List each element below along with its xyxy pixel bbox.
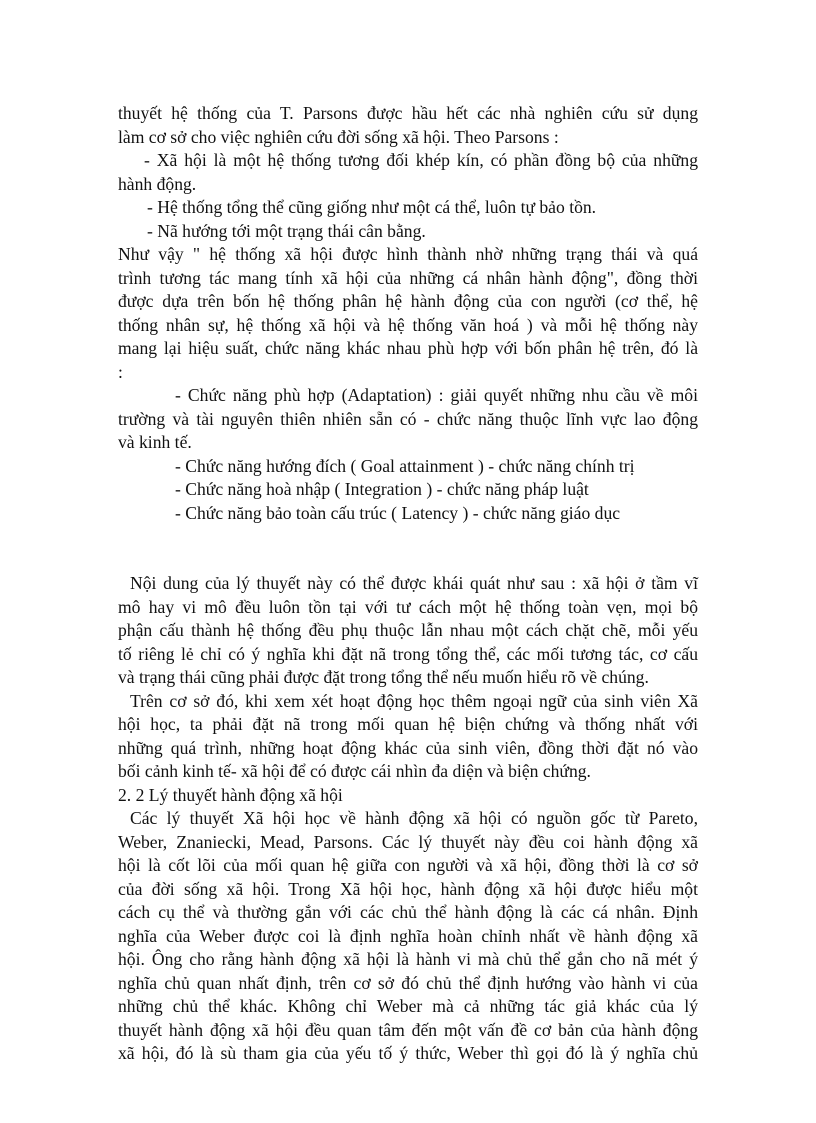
text-line: thống nhân sự, hệ thống xã hội và hệ thống văn hoá ) và mỗi hệ thống này [118, 314, 698, 335]
text-line: mang lại hiệu suất, chức năng khác nhau phù hợp với bốn phân hệ trên, đó là [118, 338, 698, 358]
text-line: hành động. [118, 173, 197, 194]
text-line: hội là cốt lõi của mối quan hệ giữa con người và xã hội, đồng thời là cơ sở [118, 855, 698, 875]
text-line: thuyết hành động xã hội đều quan tâm đến một vấn đề cơ bản của hành động [118, 1019, 698, 1040]
text-line: được dựa trên bốn hệ thống phân hệ hành động của con người (cơ thể, hệ [118, 291, 698, 311]
text-line: hội. Ông cho rằng hành động xã hội là hành vi mà chủ thể gắn cho nã mét ý [118, 949, 698, 969]
text-line: hội học, ta phải đặt nã trong mối quan hệ biện chứng và thống nhất với [118, 714, 698, 734]
text-line: xã hội, đó là sù tham gia của yếu tố ý thức, Weber thì gọi đó là ý nghĩa chủ [118, 1043, 698, 1063]
text-line: nghĩa chủ quan nhất định, trên cơ sở đó chủ thể định hướng vào hành vi của [118, 972, 698, 993]
paragraph-first-line: Các lý thuyết Xã hội học về hành động xã hội có nguồn gốc từ Pareto, [130, 808, 698, 828]
bullet-line: - Chức năng bảo toàn cấu trúc ( Latency ) - chức năng giáo dục [175, 502, 621, 523]
text-line: thuyết hệ thống của T. Parsons được hầu hết các nhà nghiên cứu sử dụng [118, 103, 698, 123]
text-line: : [118, 361, 123, 382]
text-line: bối cảnh kinh tế- xã hội để có được cái nhìn đa diện và biện chứng. [118, 761, 591, 781]
text-line: làm cơ sở cho việc nghiên cứu đời sống xã hội. Theo Parsons : [118, 126, 559, 147]
section-heading: 2. 2 Lý thuyết hành động xã hội [118, 784, 343, 805]
text-line: cách cụ thể và thường gắn với các chủ thể hành động là các cá nhân. Định [118, 902, 698, 922]
text-line: Weber, Znaniecki, Mead, Parsons. Các lý thuyết này đều coi hành động xã [118, 831, 698, 852]
text-line: mô hay vi mô đều luôn tồn tại với tư cách một hệ thống toàn vẹn, mọi bộ [118, 596, 698, 617]
bullet-line: - Chức năng phù hợp (Adaptation) : giải quyết những nhu cầu về môi [175, 385, 698, 405]
text-line: trường và tài nguyên thiên nhiên sẵn có - chức năng thuộc lĩnh vực lao động [118, 408, 698, 429]
text-line: và trạng thái cũng phải được đặt trong tổng thể nếu muốn hiểu rõ về chúng. [118, 667, 649, 687]
document-page [118, 102, 698, 1066]
paragraph-gap [118, 525, 698, 572]
bullet-line: - Nã hướng tới một trạng thái cân bằng. [147, 220, 426, 241]
text-line: trình tương tác mang tính xã hội của những cá nhân hành động", đồng thời [118, 267, 698, 288]
text-line: những chủ thể khác. Không chỉ Weber mà cả những tác giả khác của lý [118, 996, 698, 1016]
text-line: Như vậy " hệ thống xã hội được hình thành nhờ những trạng thái và quá [118, 244, 698, 264]
paragraph-first-line: Nội dung của lý thuyết này có thể được khái quát như sau : xã hội ở tầm vĩ [130, 573, 698, 593]
paragraph-first-line: Trên cơ sở đó, khi xem xét hoạt động học thêm ngoại ngữ của sinh viên Xã [130, 690, 698, 711]
bullet-line: - Hệ thống tổng thể cũng giống như một cá thể, luôn tự bảo tồn. [147, 197, 597, 217]
text-line: những quá trình, những hoạt động khác của sinh viên, đồng thời đặt nó vào [118, 737, 698, 758]
text-line: và kinh tế. [118, 432, 192, 452]
text-line: phận cấu thành hệ thống đều phụ thuộc lẫn nhau một cách chặt chẽ, mỗi yếu [118, 620, 698, 640]
bullet-line: - Chức năng hoà nhập ( Integration ) - chức năng pháp luật [175, 479, 589, 499]
bullet-line: - Xã hội là một hệ thống tương đối khép kín, có phần đồng bộ của những [144, 150, 698, 170]
text-line: tố riêng lẻ chỉ có ý nghĩa khi đặt nã trong tổng thể, các mối tương tác, cơ cấu [118, 643, 698, 664]
text-line: nghĩa của Weber được coi là định nghĩa hoàn chỉnh nhất về hành động xã [118, 925, 698, 946]
text-line: của đời sống xã hội. Trong Xã hội học, hành động xã hội được hiểu một [118, 878, 698, 899]
bullet-line: - Chức năng hướng đích ( Goal attainment ) - chức năng chính trị [175, 455, 635, 476]
